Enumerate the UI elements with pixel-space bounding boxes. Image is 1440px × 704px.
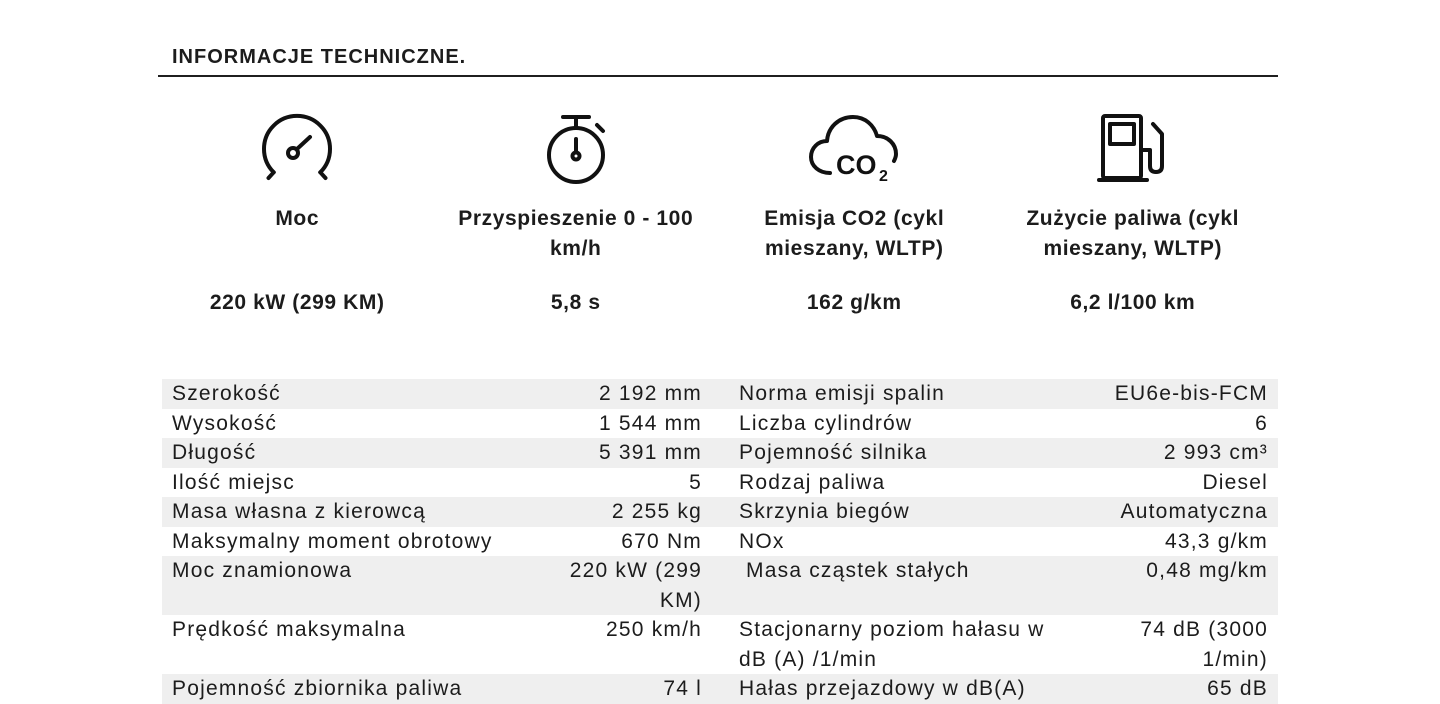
spec-row bbox=[162, 615, 1278, 674]
spec-label: Masa własna z kierowcą bbox=[172, 500, 426, 523]
spec-value: 74 dB (3000 1/min) bbox=[1140, 618, 1276, 671]
co2-icon-subscript: 2 bbox=[879, 168, 889, 185]
spec-value: 5 bbox=[689, 470, 702, 494]
spec-value: 5 391 mm bbox=[599, 441, 702, 464]
spec-label: NOx bbox=[739, 529, 785, 553]
key-figure-power bbox=[158, 112, 437, 318]
spec-value: Automatyczna bbox=[1120, 500, 1268, 523]
key-figure-label: Zużycie paliwa (cykl mieszany, WLTP) bbox=[1026, 207, 1240, 260]
spec-label: Ilość miejsc bbox=[172, 470, 295, 494]
speedometer-icon bbox=[158, 112, 437, 184]
spec-value: 2 993 cm³ bbox=[1163, 441, 1268, 464]
key-figure-label: Moc bbox=[275, 207, 320, 230]
key-figure-value: 220 kW (299 KM) bbox=[209, 291, 385, 314]
spec-label: Pojemność silnika bbox=[739, 441, 928, 464]
spec-label: Skrzynia biegów bbox=[739, 500, 910, 523]
spec-value: 220 kW (299 KM) bbox=[569, 559, 710, 612]
key-figure-label: Przyspieszenie 0 - 100 km/h bbox=[458, 207, 694, 260]
key-figure-value: 162 g/km bbox=[806, 291, 902, 314]
spec-row bbox=[162, 556, 1278, 615]
spec-label: Wysokość bbox=[172, 411, 278, 435]
spec-label: Maksymalny moment obrotowy bbox=[172, 529, 493, 553]
spec-value: EU6e-bis-FCM bbox=[1114, 382, 1268, 405]
key-figure-acceleration bbox=[437, 112, 716, 318]
spec-value: 0,48 mg/km bbox=[1146, 559, 1268, 582]
spec-label: Prędkość maksymalna bbox=[172, 618, 407, 641]
spec-value: 1 544 mm bbox=[599, 411, 702, 435]
spec-label: Liczba cylindrów bbox=[739, 411, 913, 435]
spec-value: 6 bbox=[1255, 411, 1268, 435]
spec-row bbox=[162, 674, 1278, 704]
spec-value: 65 dB bbox=[1207, 677, 1268, 700]
spec-row bbox=[162, 409, 1278, 439]
spec-value: 2 192 mm bbox=[599, 382, 702, 405]
spec-row bbox=[162, 527, 1278, 557]
spec-label: Norma emisji spalin bbox=[739, 382, 946, 405]
stopwatch-icon bbox=[437, 112, 716, 184]
key-figure-value: 6,2 l/100 km bbox=[1070, 291, 1196, 314]
co2-icon-text: CO bbox=[836, 150, 877, 180]
key-figures bbox=[158, 112, 1272, 318]
spec-label: Hałas przejazdowy w dB(A) bbox=[739, 677, 1026, 700]
spec-label: Rodzaj paliwa bbox=[739, 470, 886, 494]
spec-row bbox=[162, 379, 1278, 409]
spec-row bbox=[162, 468, 1278, 498]
spec-label: Stacjonarny poziom hałasu w dB (A) /1/min bbox=[739, 618, 1052, 671]
spec-value: 670 Nm bbox=[621, 529, 702, 553]
key-figure-value: 5,8 s bbox=[550, 291, 601, 314]
spec-row bbox=[162, 497, 1278, 527]
spec-value: 2 255 kg bbox=[611, 500, 702, 523]
spec-label: Masa cząstek stałych bbox=[739, 559, 970, 582]
co2-cloud-icon bbox=[715, 112, 994, 184]
spec-value: 43,3 g/km bbox=[1164, 529, 1268, 553]
key-figure-label: Emisja CO2 (cykl mieszany, WLTP) bbox=[764, 207, 945, 260]
section-divider bbox=[158, 75, 1278, 77]
spec-label: Długość bbox=[172, 441, 257, 464]
key-figure-co2 bbox=[715, 112, 994, 318]
spec-table bbox=[162, 379, 1278, 700]
spec-label: Szerokość bbox=[172, 382, 281, 405]
spec-row bbox=[162, 438, 1278, 468]
spec-value: Diesel bbox=[1202, 470, 1268, 494]
spec-label: Moc znamionowa bbox=[172, 559, 353, 582]
spec-value: 250 km/h bbox=[606, 618, 702, 641]
key-figure-fuel-consumption bbox=[994, 112, 1273, 318]
section-title: INFORMACJE TECHNICZNE. bbox=[172, 46, 467, 68]
spec-value: 74 l bbox=[663, 677, 702, 700]
fuel-pump-icon bbox=[994, 112, 1273, 184]
spec-label: Pojemność zbiornika paliwa bbox=[172, 677, 463, 700]
